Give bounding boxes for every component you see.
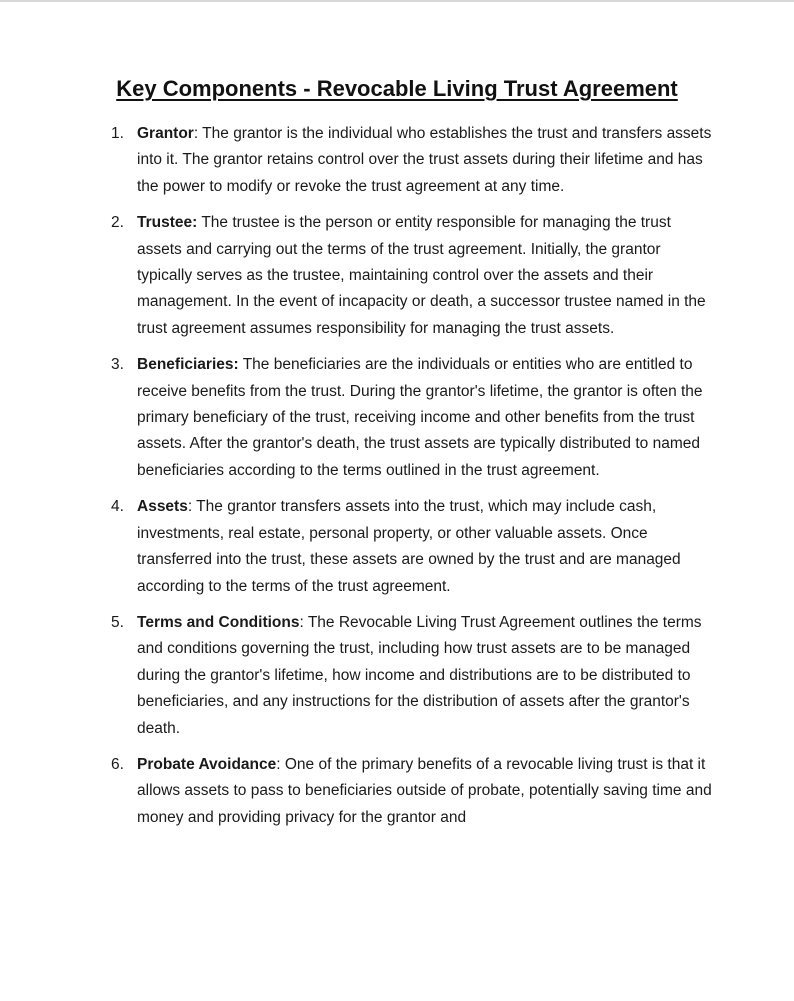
item-text: : One of the primary benefits of a revocable living trust is that it allows assets to pass to beneficiaries outside of probate, potentially saving time and money and providing privacy for the grantor and bbox=[137, 755, 712, 826]
item-text: The trustee is the person or entity responsible for managing the trust assets and carrying out the terms of the trust agreement. Initially, the grantor typically serves as the trustee, maintaining control over the assets and their management. In the event of incapacity or death, a successor trustee named in the trust agreement assumes responsibility for managing the trust assets. bbox=[137, 214, 706, 337]
item-number: 6. bbox=[111, 755, 124, 773]
item-term: Trustee: bbox=[137, 214, 198, 232]
list-item-probate-avoidance bbox=[0, 752, 712, 831]
components-list bbox=[0, 121, 794, 841]
list-item-beneficiaries bbox=[0, 352, 712, 484]
item-number: 3. bbox=[111, 356, 124, 374]
item-number: 2. bbox=[111, 214, 124, 232]
item-term: Grantor bbox=[137, 125, 194, 142]
item-term: Assets bbox=[137, 498, 188, 516]
item-term: Beneficiaries: bbox=[137, 356, 239, 374]
item-number: 5. bbox=[111, 613, 124, 631]
list-item-grantor bbox=[0, 121, 712, 200]
list-item-terms-and-conditions bbox=[0, 610, 712, 742]
page-title: Key Components - Revocable Living Trust Agreement bbox=[116, 76, 678, 101]
item-text: : The grantor is the individual who establishes the trust and transfers assets into it. The grantor retains control over the trust assets during their lifetime and has the power to modify or revoke the trust agreement at any time. bbox=[137, 125, 712, 195]
item-text: : The Revocable Living Trust Agreement outlines the terms and conditions governing the trust, including how trust assets are to be managed during the grantor's lifetime, how income and distributions are to be distributed to beneficiaries, and any instructions for the distribution of assets after the grantor's death. bbox=[137, 613, 702, 737]
item-term: Probate Avoidance bbox=[137, 755, 277, 773]
item-term: Terms and Conditions bbox=[137, 613, 300, 631]
list-item-trustee bbox=[0, 210, 712, 342]
list-item-assets bbox=[0, 494, 712, 600]
item-number: 1. bbox=[111, 125, 124, 142]
item-text: The beneficiaries are the individuals or entities who are entitled to receive benefits from the trust. During the grantor's lifetime, the grantor is often the primary beneficiary of the trust, receiving income and other benefits from the trust assets. After the grantor's death, the trust assets are typically distributed to named beneficiaries according to the terms outlined in the trust agreement. bbox=[137, 356, 703, 479]
item-number: 4. bbox=[111, 498, 124, 516]
item-text: : The grantor transfers assets into the trust, which may include cash, investments, real estate, personal property, or other valuable assets. Once transferred into the trust, these assets are owned by the trust and are managed according to the terms of the trust agreement. bbox=[137, 498, 681, 595]
